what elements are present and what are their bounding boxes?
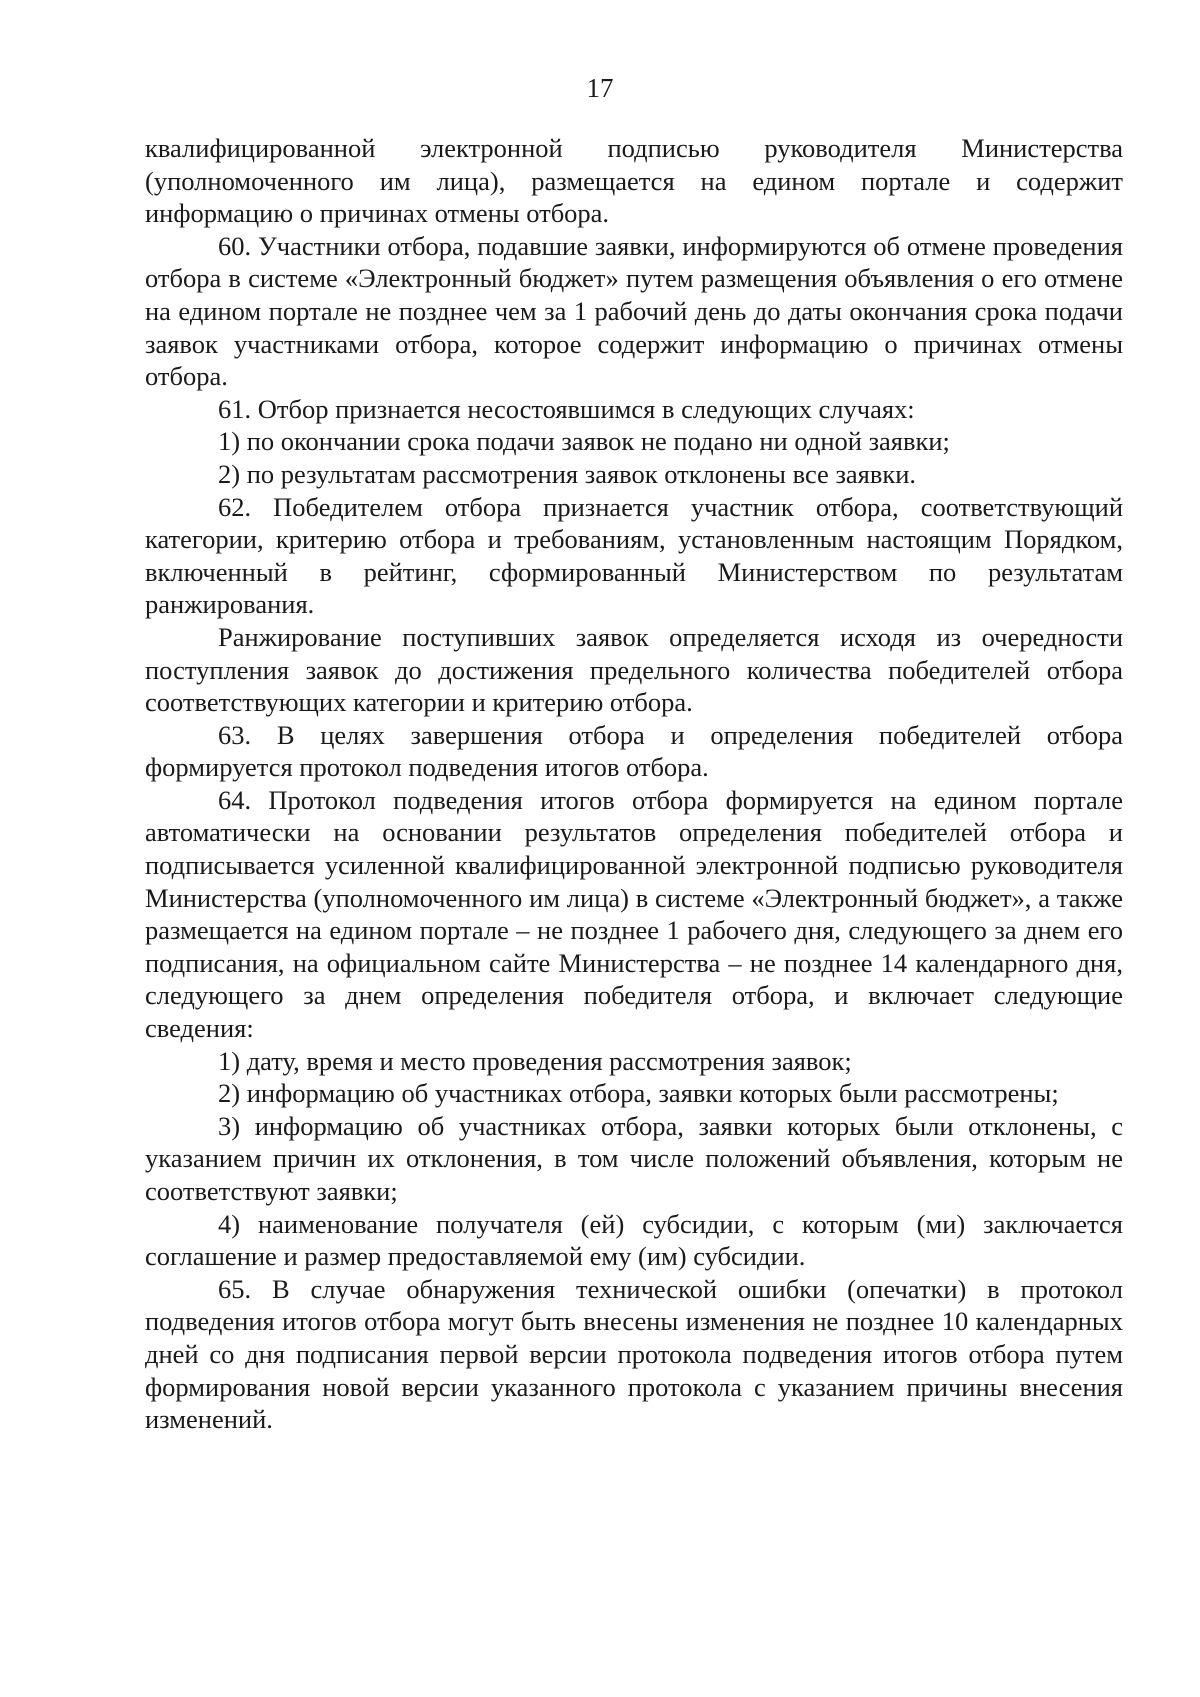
paragraph-61-item-2: 2) по результатам рассмотрения заявок отклонены все заявки.	[218, 458, 917, 489]
paragraph-61: 61. Отбор признается несостоявшимся в следующих случаях:	[218, 393, 915, 424]
paragraph-64-item-1: 1) дату, время и место проведения рассмотрения заявок;	[218, 1045, 852, 1076]
paragraph-continuation: квалифицированной электронной подписью руководителя Министерства (уполномоченного им лица), размещается на едином портале и содержит информацию о причинах отмены отбора.	[145, 133, 1123, 229]
paragraph-64-item-3: 3) информацию об участниках отбора, заявки которых были отклонены, с указанием причин их отклонения, в том числе положений объявления, которым не соответствуют заявки;	[145, 1110, 1123, 1206]
document-body	[145, 132, 1123, 1436]
paragraph-61-item-1: 1) по окончании срока подачи заявок не подано ни одной заявки;	[218, 426, 950, 457]
page-number: 17	[586, 73, 614, 103]
paragraph-60: 60. Участники отбора, подавшие заявки, информируются об отмене проведения отбора в системе «Электронный бюджет» путем размещения объявления о его отмене на едином портале не позднее чем за 1 рабочий день до даты окончания срока подачи заявок участниками отбора, которое содержит информацию о причинах отмены отбора.	[145, 230, 1123, 392]
paragraph-64-item-4: 4) наименование получателя (ей) субсидии, с которым (ми) заключается соглашение и размер предоставляемой ему (им) субсидии.	[145, 1208, 1123, 1272]
paragraph-62: 62. Победителем отбора признается участник отбора, соответствующий категории, критерию отбора и требованиям, установленным настоящим Порядком, включенный в рейтинг, сформированный Министерством по результатам ранжирования.	[145, 491, 1123, 620]
paragraph-62-ranking: Ранжирование поступивших заявок определяется исходя из очередности поступления заявок до достижения предельного количества победителей отбора соответствующих категории и критерию отбора.	[145, 621, 1123, 718]
paragraph-65: 65. В случае обнаружения технической ошибки (опечатки) в протокол подведения итогов отбора могут быть внесены изменения не позднее 10 календарных дней со дня подписания первой версии протокола подведения итогов отбора путем формирования новой версии указанного протокола с указанием причины внесения изменений.	[145, 1273, 1123, 1435]
paragraph-63: 63. В целях завершения отбора и определения победителей отбора формируется протокол подведения итогов отбора.	[145, 719, 1123, 783]
paragraph-64-item-2: 2) информацию об участниках отбора, заявки которых были рассмотрены;	[218, 1078, 1059, 1109]
paragraph-64: 64. Протокол подведения итогов отбора формируется на едином портале автоматически на основании результатов определения победителей отбора и подписывается усиленной квалифицированной электронной подписью руководителя Министерства (уполномоченного им лица) в системе «Электронный бюджет», а также размещается на едином портале – не позднее 1 рабочего дня, следующего за днем его подписания, на официальном сайте Министерства – не позднее 14 календарного дня, следующего за днем определения победителя отбора, и включает следующие сведения:	[145, 784, 1123, 1044]
